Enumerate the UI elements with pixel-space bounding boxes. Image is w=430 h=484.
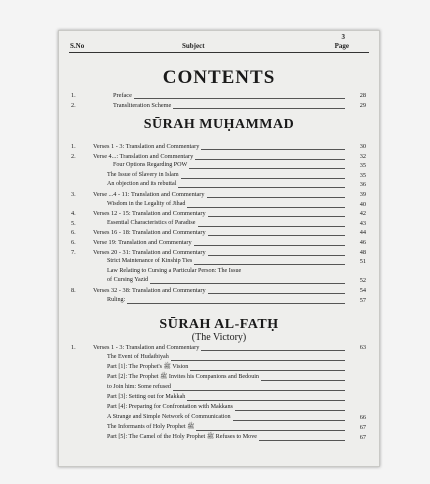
toc-row-title: Verse 19: Translation and Commentary bbox=[93, 239, 192, 246]
toc-row-leader bbox=[187, 207, 345, 208]
toc-row-leader bbox=[233, 420, 345, 421]
toc-row-leader bbox=[208, 216, 345, 217]
toc-row-title: Ruling: bbox=[107, 296, 126, 303]
toc-row-title: Strict Maintenance of Kinship Ties bbox=[107, 258, 193, 265]
toc-row bbox=[69, 257, 369, 266]
toc-row-number: 1. bbox=[71, 344, 76, 351]
surah-al-fath-title: SŪRAH AL-FATḤ bbox=[159, 317, 279, 332]
toc-row bbox=[69, 403, 369, 412]
toc-row-leader bbox=[150, 283, 345, 284]
toc-row-leader bbox=[208, 293, 345, 294]
toc-row bbox=[69, 101, 369, 110]
toc-row-title: Verse ...4 - 11: Translation and Commentary bbox=[93, 191, 205, 198]
toc-row bbox=[69, 276, 369, 285]
toc-row-page: 32 bbox=[359, 152, 366, 160]
toc-row-leader bbox=[259, 440, 345, 441]
toc-row-title: The Informants of Holy Prophet ﷺ bbox=[107, 424, 195, 430]
toc-row-title: Verse 4...: Translation and Commentary bbox=[93, 152, 194, 160]
toc-row bbox=[69, 353, 369, 362]
toc-row bbox=[69, 343, 369, 352]
toc-row-title: Transliteration Scheme bbox=[113, 102, 172, 109]
toc-row bbox=[69, 238, 369, 247]
toc-row bbox=[69, 152, 369, 161]
toc-row-leader bbox=[173, 108, 345, 109]
toc-row-page: 46 bbox=[359, 239, 366, 246]
toc-row-page: 29 bbox=[359, 102, 366, 109]
toc-row-title: Four Options Regarding POW bbox=[113, 162, 188, 169]
toc-row bbox=[69, 413, 369, 422]
toc-row-title: Part [3]: Setting out for Makkah bbox=[107, 394, 186, 400]
toc-row bbox=[69, 267, 369, 276]
toc-row-number: 7. bbox=[71, 248, 76, 256]
toc-row bbox=[69, 383, 369, 392]
toc-row bbox=[69, 286, 369, 295]
toc-row-leader bbox=[196, 430, 345, 431]
toc-row bbox=[69, 209, 369, 218]
toc-row-leader bbox=[127, 303, 345, 304]
toc-row bbox=[69, 190, 369, 199]
toc-row-number: 6. bbox=[71, 239, 76, 246]
toc-row-page: 39 bbox=[359, 191, 366, 198]
toc-row-title: Essential Characteristics of Paradise bbox=[107, 219, 196, 226]
header-page: Page bbox=[334, 42, 349, 50]
toc-row-title: Part [2]: The Prophet ﷺ Invites his Companions and Bedouin bbox=[107, 374, 259, 380]
toc-row-number: 2. bbox=[71, 152, 76, 160]
toc-row-page: 57 bbox=[359, 296, 366, 304]
toc-row-leader bbox=[208, 235, 345, 236]
toc-row-page: 28 bbox=[359, 92, 366, 99]
toc-row-leader bbox=[181, 178, 345, 179]
toc-row-page: 40 bbox=[359, 200, 366, 208]
toc-row-leader bbox=[261, 380, 345, 381]
toc-row bbox=[69, 228, 369, 237]
toc-row-page: 35 bbox=[359, 162, 366, 170]
toc-row-page: 48 bbox=[359, 248, 366, 256]
toc-row-page: 63 bbox=[359, 344, 366, 351]
toc-row-title: A Strange and Simple Network of Communication bbox=[107, 414, 231, 420]
toc-row bbox=[69, 248, 369, 257]
toc-row-page: 43 bbox=[359, 219, 366, 227]
surah-muhammad-title: SŪRAH MUḤAMMAD bbox=[143, 117, 295, 132]
toc-row-number: 2. bbox=[71, 102, 76, 109]
toc-row bbox=[69, 142, 369, 151]
toc-row-page: 51 bbox=[359, 258, 366, 266]
toc-row-leader bbox=[194, 245, 345, 246]
toc-row-title: Law Relating to Cursing a Particular Person: The Issue bbox=[107, 267, 242, 274]
toc-row-number: 4. bbox=[71, 210, 76, 218]
toc-row bbox=[69, 91, 369, 100]
book-page bbox=[58, 30, 380, 467]
toc-row-title: Part [1]: The Prophet's ﷺ Vision bbox=[107, 364, 189, 370]
page-number: 3 bbox=[341, 33, 345, 41]
toc-row-leader bbox=[201, 350, 345, 351]
toc-row-title: Verses 20 - 31: Translation and Commentary bbox=[93, 248, 206, 256]
toc-row-title: Verses 12 - 15: Translation and Commentary bbox=[93, 210, 206, 218]
toc-row-title: Verses 1 - 3: Translation and Commentary bbox=[93, 143, 200, 150]
toc-row-page: 67 bbox=[359, 434, 366, 441]
toc-row-title: Part [4]: Preparing for Confrontation with Makkans bbox=[107, 404, 233, 410]
toc-row-page: 66 bbox=[359, 414, 366, 421]
toc-row-leader bbox=[178, 187, 345, 188]
toc-row-page: 44 bbox=[359, 229, 366, 237]
toc-row-leader bbox=[187, 400, 345, 401]
toc-row-page: 35 bbox=[359, 171, 366, 179]
toc-row bbox=[69, 219, 369, 228]
toc-row-leader bbox=[195, 159, 345, 160]
header-subject: Subject bbox=[182, 42, 205, 50]
toc-row-page: 42 bbox=[359, 210, 366, 218]
toc-row-number: 1. bbox=[71, 143, 76, 150]
table-header bbox=[69, 42, 369, 53]
toc-row-title: to Join him: Some refused bbox=[107, 384, 171, 390]
toc-row bbox=[69, 200, 369, 209]
surah-al-fath-subtitle: (The Victory) bbox=[191, 332, 247, 343]
toc-row bbox=[69, 171, 369, 180]
toc-row-number: 8. bbox=[71, 287, 76, 294]
toc-row bbox=[69, 423, 369, 432]
toc-row bbox=[69, 363, 369, 372]
toc-row-leader bbox=[208, 255, 345, 256]
toc-row-title: The Issue of Slavery in Islam bbox=[107, 171, 179, 178]
contents-title: CONTENTS bbox=[162, 67, 276, 88]
toc-row-leader bbox=[134, 98, 345, 99]
toc-row-leader bbox=[207, 197, 345, 198]
toc-row-page: 30 bbox=[359, 143, 366, 150]
toc-row-number: 6. bbox=[71, 229, 76, 237]
toc-row-page: 52 bbox=[359, 277, 366, 285]
toc-row-title: Preface bbox=[113, 92, 132, 99]
toc-row bbox=[69, 180, 369, 189]
toc-row-title: of Cursing Yazid bbox=[107, 277, 149, 284]
toc-row-title: Wisdom in the Legality of Jihad bbox=[107, 200, 186, 207]
toc-row-leader bbox=[189, 168, 345, 169]
toc-row-title: The Event of Hudaibiyah bbox=[107, 354, 169, 360]
toc-row bbox=[69, 433, 369, 442]
toc-row-leader bbox=[235, 410, 345, 411]
toc-row-title: Verses 16 - 18: Translation and Commentary bbox=[93, 229, 206, 237]
toc-row-leader bbox=[173, 390, 345, 391]
toc-row bbox=[69, 296, 369, 305]
toc-row-title: Part [5]: The Camel of the Holy Prophet ﷺ Refuses to Move bbox=[107, 434, 257, 440]
header-sno: S.No bbox=[70, 42, 85, 50]
toc-row-number: 5. bbox=[71, 219, 76, 227]
toc-row bbox=[69, 161, 369, 170]
toc-row-page: 36 bbox=[359, 181, 366, 189]
toc-row-leader bbox=[171, 360, 345, 361]
toc-row-page: 67 bbox=[359, 424, 366, 431]
toc-row bbox=[69, 393, 369, 402]
toc-row-page: 54 bbox=[359, 287, 366, 294]
toc-row bbox=[69, 373, 369, 382]
toc-row-title: An objection and its rebuttal bbox=[107, 181, 177, 188]
toc-row-leader bbox=[201, 149, 345, 150]
toc-row-leader bbox=[198, 226, 345, 227]
toc-row-leader bbox=[190, 370, 345, 371]
toc-row-number: 3. bbox=[71, 191, 76, 198]
toc-row-title: Verses 32 - 38: Translation and Commentary bbox=[93, 287, 206, 294]
toc-row-leader bbox=[194, 264, 345, 265]
toc-row-number: 1. bbox=[71, 92, 76, 99]
toc-row-title: Verses 1 - 3: Translation and Commentary bbox=[93, 344, 200, 351]
